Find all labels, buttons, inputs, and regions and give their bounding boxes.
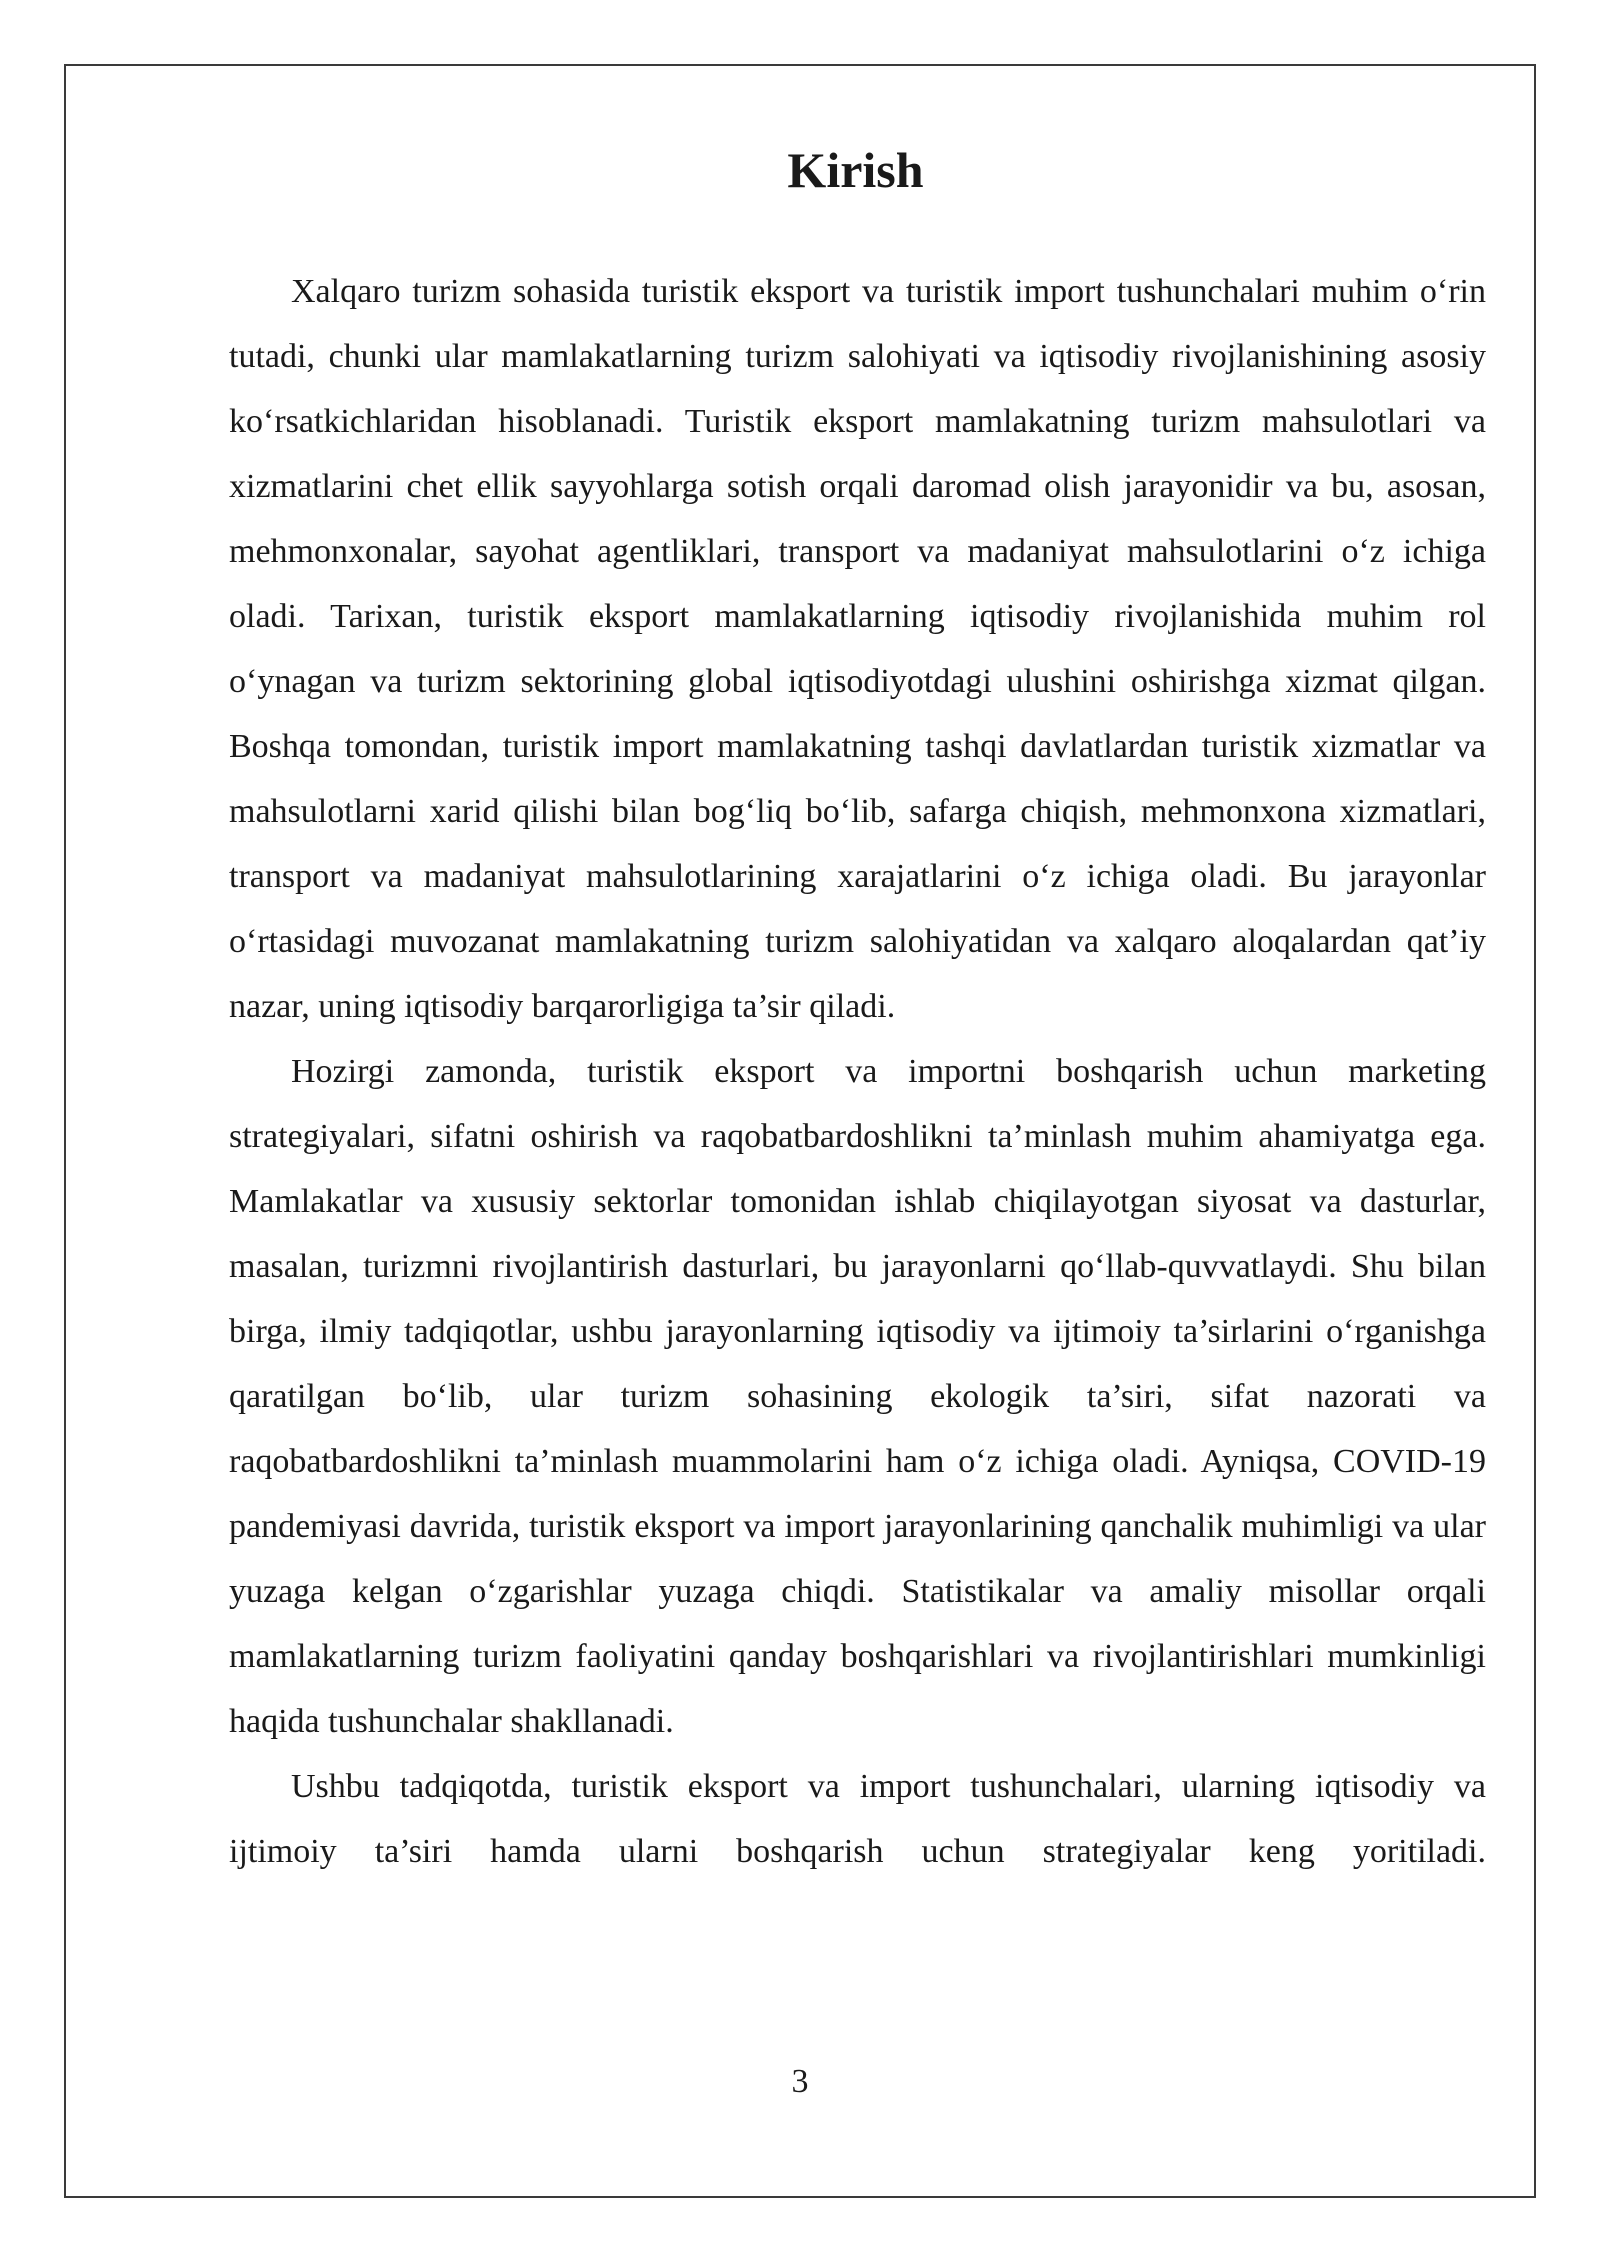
- document-body: [229, 142, 1486, 1884]
- paragraph-research-scope: Ushbu tadqiqotda, turistik eksport va import tushunchalari, ularning iqtisodiy va ijtimoiy ta’siri hamda ularni boshqarish uchun strategiyalar keng yoritiladi.: [229, 1768, 1486, 1870]
- document-title: Kirish: [787, 142, 924, 198]
- paragraph-intro: Xalqaro turizm sohasida turistik eksport va turistik import tushunchalari muhim o‘rin tutadi, chunki ular mamlakatlarning turizm salohiyati va iqtisodiy rivojlanishining asosiy ko‘rsatkichlaridan hisoblanadi. Turistik eksport mamlakatning turizm mahsulotlari va xizmatlarini chet ellik sayyohlarga sotish orqali daromad olish jarayonidir va bu, asosan, mehmonxonalar, sayohat agentliklari, transport va madaniyat mahsulotlarini o‘z ichiga oladi. Tarixan, turistik eksport mamlakatlarning iqtisodiy rivojlanishida muhim rol o‘ynagan va turizm sektorining global iqtisodiyotdagi ulushini oshirishga xizmat qilgan. Boshqa tomondan, turistik import mamlakatning tashqi davlatlardan turistik xizmatlar va mahsulotlarni xarid qilishi bilan bog‘liq bo‘lib, safarga chiqish, mehmonxona xizmatlari, transport va madaniyat mahsulotlarining xarajatlarini o‘z ichiga oladi. Bu jarayonlar o‘rtasidagi muvozanat mamlakatning turizm salohiyatidan va xalqaro aloqalardan qat’iy nazar, uning iqtisodiy barqarorligiga ta’sir qiladi.: [229, 273, 1486, 1025]
- page-number: 3: [791, 2063, 809, 2100]
- paragraph-strategies: Hozirgi zamonda, turistik eksport va importni boshqarish uchun marketing strategiyalari, sifatni oshirish va raqobatbardoshlikni ta’minlash muhim ahamiyatga ega. Mamlakatlar va xususiy sektorlar tomonidan ishlab chiqilayotgan siyosat va dasturlar, masalan, turizmni rivojlantirish dasturlari, bu jarayonlarni qo‘llab-quvvatlaydi. Shu bilan birga, ilmiy tadqiqotlar, ushbu jarayonlarning iqtisodiy va ijtimoiy ta’sirlarini o‘rganishga qaratilgan bo‘lib, ular turizm sohasining ekologik ta’siri, sifat nazorati va raqobatbardoshlikni ta’minlash muammolarini ham o‘z ichiga oladi. Ayniqsa, COVID-19 pandemiyasi davrida, turistik eksport va import jarayonlarining qanchalik muhimligi va ular yuzaga kelgan o‘zgarishlar yuzaga chiqdi. Statistikalar va amaliy misollar orqali mamlakatlarning turizm faoliyatini qanday boshqarishlari va rivojlantirishlari mumkinligi haqida tushunchalar shakllanadi.: [229, 1053, 1486, 1740]
